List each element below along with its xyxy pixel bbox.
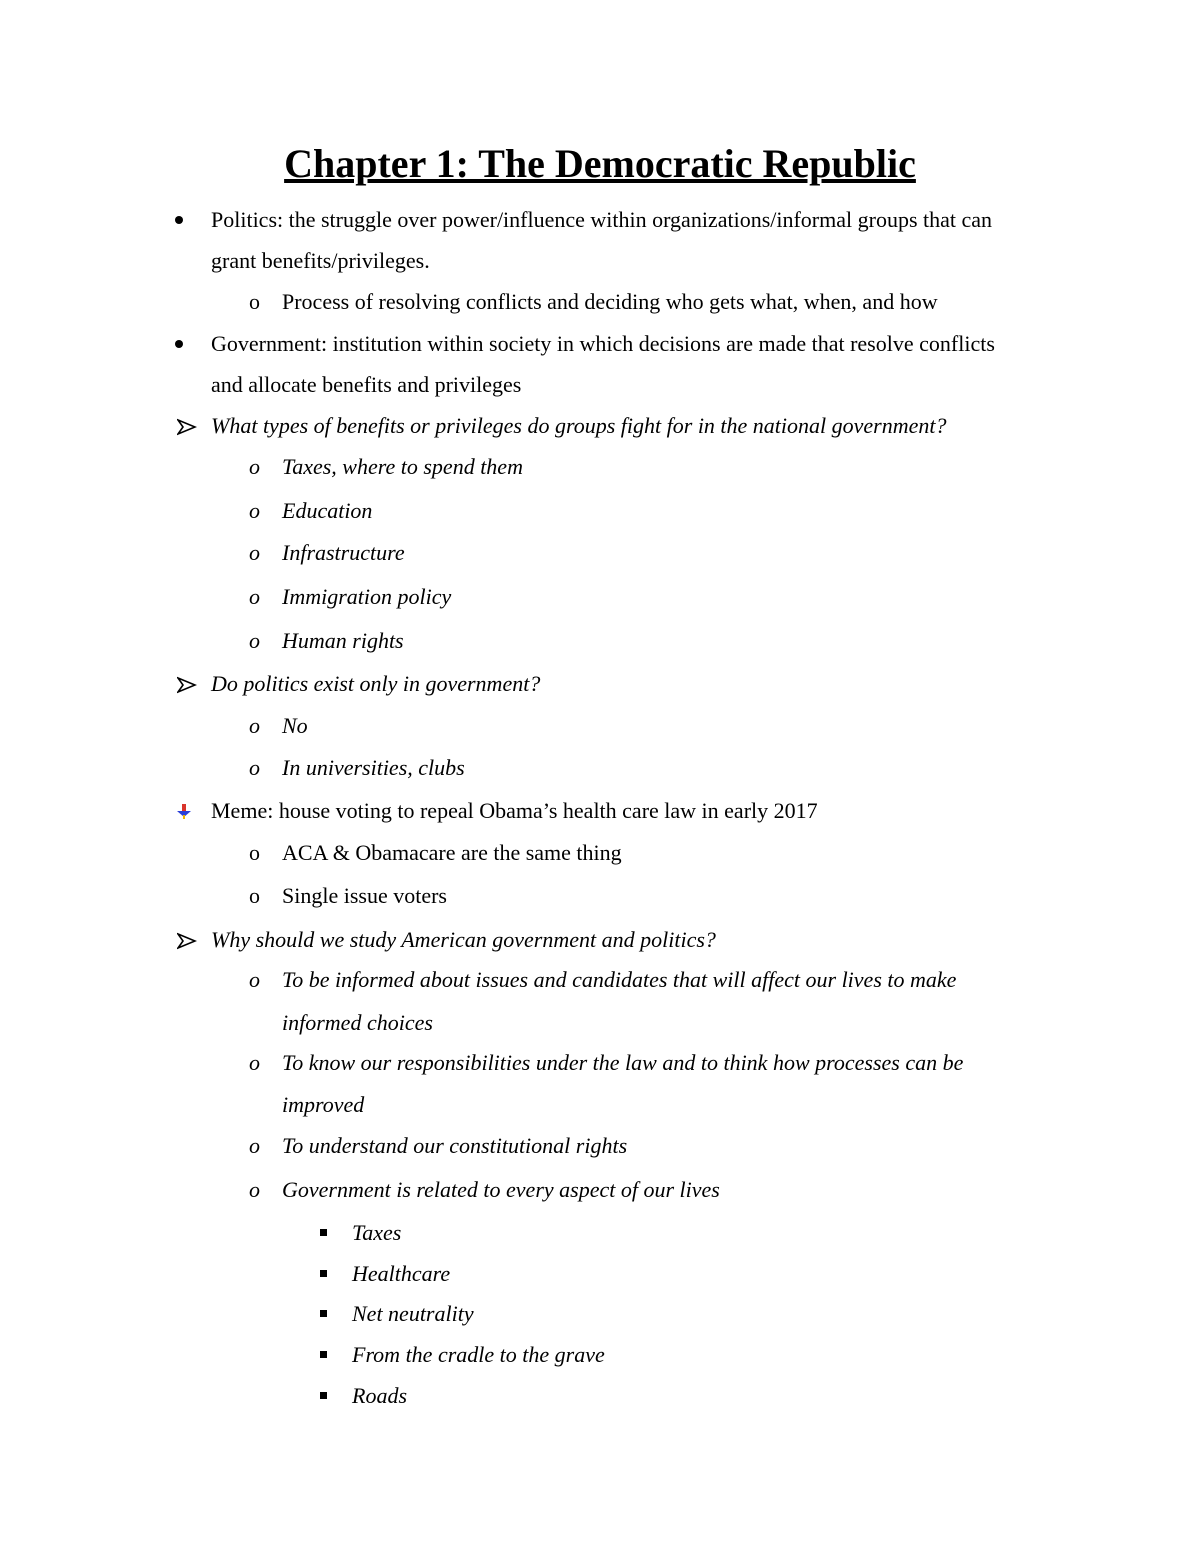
square-bullet [320, 1270, 327, 1277]
list-item: Immigration policy [282, 584, 452, 609]
list-item: ACA & Obamacare are the same thing [282, 840, 622, 865]
meme-heading: Meme: house voting to repeal Obama’s health care law in early 2017 [211, 798, 818, 823]
square-bullet [320, 1392, 327, 1399]
reason-rights: To understand our constitutional rights [282, 1133, 628, 1158]
page-title: Chapter 1: The Democratic Republic [284, 141, 916, 186]
list-item: Taxes [352, 1220, 402, 1245]
list-item: Roads [352, 1383, 407, 1408]
flag-bullet-icon [176, 804, 192, 820]
list-item: No [282, 713, 308, 738]
sub-bullet-marker: o [249, 713, 260, 738]
sub-bullet-marker: o [249, 628, 260, 653]
sub-bullet-marker: o [249, 540, 260, 565]
politics-definition-line1: Politics: the struggle over power/influence within organizations/informal groups that can [211, 207, 993, 232]
sub-bullet-marker: o [249, 584, 260, 609]
list-item: Human rights [282, 628, 404, 653]
reason-responsibilities-line1: To know our responsibilities under the law and to think how processes can be [282, 1050, 964, 1075]
government-definition-line2: and allocate benefits and privileges [211, 372, 522, 397]
list-item: From the cradle to the grave [352, 1342, 605, 1367]
list-item: Healthcare [352, 1261, 451, 1286]
bullet-dot [175, 340, 183, 348]
sub-bullet-marker: o [249, 1050, 260, 1075]
sub-bullet-marker: o [249, 1177, 260, 1202]
arrow-bullet-icon [177, 418, 197, 436]
reason-every-aspect: Government is related to every aspect of our lives [282, 1177, 720, 1202]
sub-bullet-marker: o [249, 840, 260, 865]
arrow-bullet-icon [177, 676, 197, 694]
square-bullet [320, 1229, 327, 1236]
sub-bullet-marker: o [249, 289, 260, 314]
list-item: Net neutrality [352, 1301, 474, 1326]
list-item: Taxes, where to spend them [282, 454, 523, 479]
politics-subpoint: Process of resolving conflicts and deciding who gets what, when, and how [282, 289, 938, 314]
list-item: Infrastructure [282, 540, 405, 565]
sub-bullet-marker: o [249, 967, 260, 992]
sub-bullet-marker: o [249, 454, 260, 479]
sub-bullet-marker: o [249, 755, 260, 780]
government-definition-line1: Government: institution within society in which decisions are made that resolve conflicts [211, 331, 995, 356]
list-item: Single issue voters [282, 883, 447, 908]
square-bullet [320, 1351, 327, 1358]
sub-bullet-marker: o [249, 1133, 260, 1158]
list-item: In universities, clubs [282, 755, 465, 780]
question-politics-scope: Do politics exist only in government? [211, 671, 541, 696]
arrow-bullet-icon [177, 932, 197, 950]
reason-informed-line2: informed choices [282, 1010, 433, 1035]
sub-bullet-marker: o [249, 883, 260, 908]
question-why-study: Why should we study American government and politics? [211, 927, 716, 952]
square-bullet [320, 1310, 327, 1317]
reason-responsibilities-line2: improved [282, 1092, 365, 1117]
sub-bullet-marker: o [249, 498, 260, 523]
list-item: Education [282, 498, 373, 523]
bullet-dot [175, 216, 183, 224]
question-benefits: What types of benefits or privileges do groups fight for in the national government? [211, 413, 947, 438]
reason-informed-line1: To be informed about issues and candidates that will affect our lives to make [282, 967, 957, 992]
politics-definition-line2: grant benefits/privileges. [211, 248, 430, 273]
